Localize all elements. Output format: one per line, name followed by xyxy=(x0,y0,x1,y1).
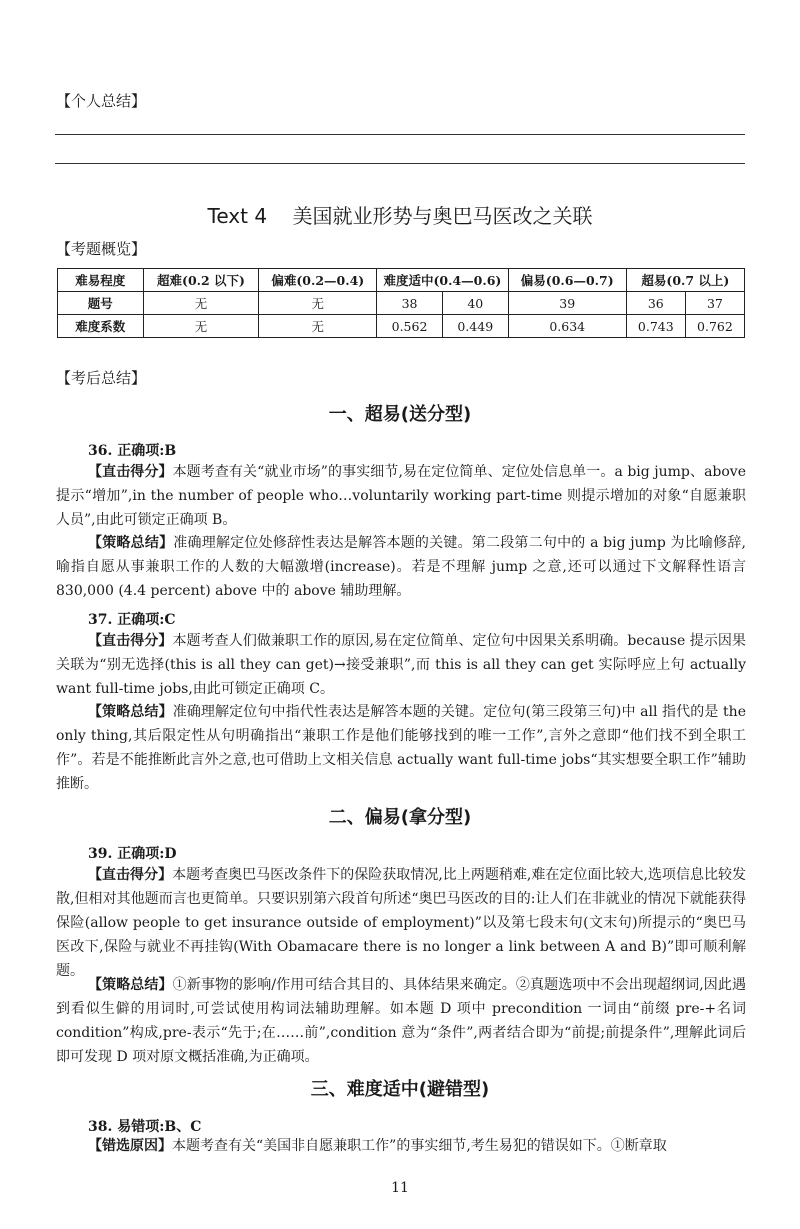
paragraph xyxy=(56,1134,746,1158)
personal-summary-label: 【个人总结】 xyxy=(56,92,147,110)
table-cell: 0.762 xyxy=(685,315,744,338)
table-cell: 39 xyxy=(508,292,626,315)
paragraph-tag: 【直击得分】 xyxy=(88,464,173,480)
table-cell: 无 xyxy=(259,292,377,315)
table-row-label: 题号 xyxy=(58,292,144,315)
table-row xyxy=(58,315,745,338)
section-heading: 一、超易(送分型) xyxy=(328,404,472,425)
table-row-label: 难度系数 xyxy=(58,315,144,338)
paragraph-text: 本题考查奥巴马医改条件下的保险获取情况,比上两题稍难,难在定位面比较大,选项信息比较发散,但相对其他题而言也更简单。只要识别第六段首句所述“奥巴马医改的目的:让人们在非就业的情况下就能获得保险(allow people to get insurance outside of employment)”以及第七段末句(文末句)所提示的“奥巴马医改下,保险与就业不再挂钩(With Obamacare there is no longer a link between A and B)”即可顺利解题。 xyxy=(56,867,747,979)
table-header-cell: 难度适中(0.4—0.6) xyxy=(377,269,509,292)
question-title: 37. 正确项:C xyxy=(88,612,176,628)
paragraph xyxy=(56,629,746,701)
question-title: 38. 易错项:B、C xyxy=(88,1119,202,1135)
paragraph-text: 准确理解定位处修辞性表达是解答本题的关键。第二段第二句中的 a big jump 为比喻修辞,喻指自愿从事兼职工作的人数的大幅激增(increase)。若是不理解 jump 之意,还可以通过下文解释性语言 830,000 (4.4 percent) above 中的 above 辅助理解。 xyxy=(56,535,747,599)
table-cell: 0.743 xyxy=(626,315,685,338)
summary-line-2 xyxy=(55,163,745,164)
table-cell: 无 xyxy=(259,315,377,338)
table-cell: 0.449 xyxy=(442,315,508,338)
paragraph xyxy=(56,460,746,532)
paragraph xyxy=(56,531,746,603)
paragraph-tag: 【策略总结】 xyxy=(88,535,174,551)
table-cell: 38 xyxy=(377,292,443,315)
paragraph-text: 本题考查有关“美国非自愿兼职工作”的事实细节,考生易犯的错误如下。①断章取 xyxy=(172,1138,667,1154)
paragraph-text: 本题考查有关“就业市场”的事实细节,易在定位简单、定位处信息单一。a big jump、above 提示“增加”,in the number of people who…voluntarily working part-time 则提示增加的对象“自愿兼职人员”,由此可锁定正确项 B。 xyxy=(56,464,746,528)
paragraph-text: 准确理解定位句中指代性表达是解答本题的关键。定位句(第三段第三句)中 all 指代的是 the only thing,其后限定性从句明确指出“兼职工作是他们能够找到的唯一工作”,言外之意即“他们找不到全职工作”。若是不能推断此言外之意,也可借助上文相关信息 actually want full-time jobs“其实想要全职工作”辅助推断。 xyxy=(56,704,746,792)
table-cell: 0.634 xyxy=(508,315,626,338)
table-cell: 37 xyxy=(685,292,744,315)
table-header-row xyxy=(58,269,745,292)
table-header-cell: 偏难(0.2—0.4) xyxy=(259,269,377,292)
paragraph-tag: 【策略总结】 xyxy=(88,977,173,993)
table-cell: 无 xyxy=(143,315,259,338)
paragraph xyxy=(56,973,746,1069)
table-row xyxy=(58,292,745,315)
table-cell: 无 xyxy=(143,292,259,315)
paragraph-tag: 【策略总结】 xyxy=(88,704,173,720)
paragraph-tag: 【直击得分】 xyxy=(88,633,173,649)
paragraph-text: ①新事物的影响/作用可结合其目的、具体结果来确定。②真题选项中不会出现超纲词,因此遇到看似生僻的用词时,可尝试使用构词法辅助理解。如本题 D 项中 precondition 一词由“前缀 pre-+名词 condition”构成,pre-表示“先于;在……前”,condition 意为“条件”,两者结合即为“前提;前提条件”,理解此词后即可发现 D 项对原文概括准确,为正确项。 xyxy=(56,977,747,1065)
paragraph-tag: 【直击得分】 xyxy=(88,867,173,883)
question-title: 36. 正确项:B xyxy=(88,443,177,459)
page-number: 11 xyxy=(391,1180,409,1196)
paragraph xyxy=(56,863,746,983)
after-exam-label: 【考后总结】 xyxy=(56,369,147,387)
paragraph-tag: 【错选原因】 xyxy=(88,1138,172,1154)
table-header-cell: 超易(0.7 以上) xyxy=(626,269,744,292)
question-title: 39. 正确项:D xyxy=(88,846,177,862)
table-header-cell: 难易程度 xyxy=(58,269,144,292)
table-cell: 0.562 xyxy=(377,315,443,338)
paragraph xyxy=(56,700,746,796)
table-header-cell: 超难(0.2 以下) xyxy=(143,269,259,292)
table-cell: 40 xyxy=(442,292,508,315)
paragraph-text: 本题考查人们做兼职工作的原因,易在定位简单、定位句中因果关系明确。because 提示因果关联为“别无选择(this is all they can get)→接受兼职”,而 this is all they can get 实际呼应上句 actually want full-time jobs,由此可锁定正确项 C。 xyxy=(56,633,747,697)
table-cell: 36 xyxy=(626,292,685,315)
table-header-cell: 偏易(0.6—0.7) xyxy=(508,269,626,292)
summary-line-1 xyxy=(55,134,745,135)
section-heading: 二、偏易(拿分型) xyxy=(328,807,472,828)
text-title: Text 4 美国就业形势与奥巴马医改之关联 xyxy=(207,204,593,228)
section-heading: 三、难度适中(避错型) xyxy=(310,1079,490,1100)
difficulty-table xyxy=(57,268,745,338)
overview-label: 【考题概览】 xyxy=(56,240,147,258)
